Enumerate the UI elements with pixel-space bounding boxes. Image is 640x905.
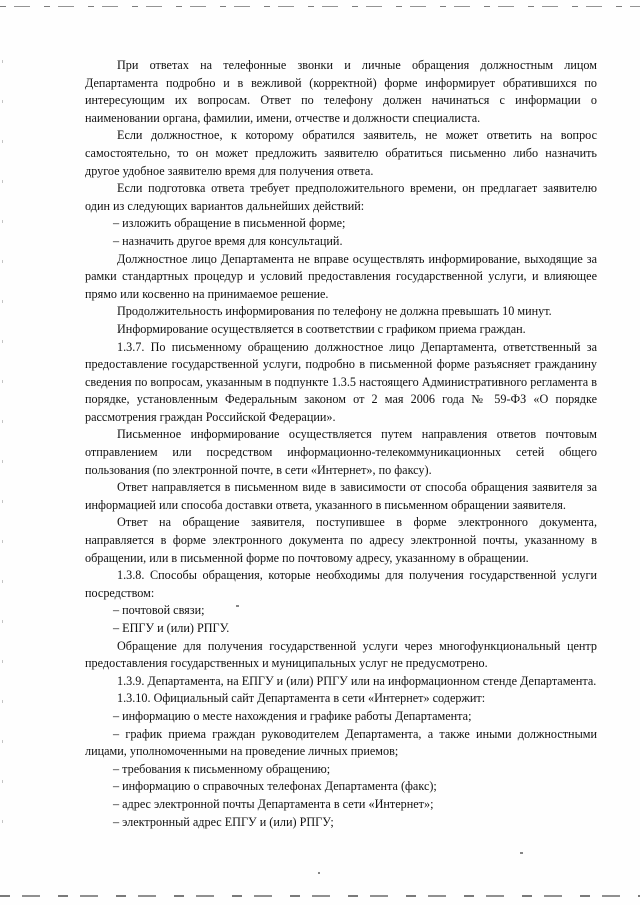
scan-speck <box>318 872 320 874</box>
list-item: – назначить другое время для консультаций. <box>113 233 343 248</box>
paragraph: Письменное информирование осуществляется путем направления ответов почтовым отправлением или посредством информационно-телекоммуникационных сетей общего пользования (по электронной почте, в сети «Интернет», по факсу). <box>85 427 597 477</box>
scan-edge-left <box>2 60 3 840</box>
paragraph: 1.3.8. Способы обращения, которые необходимы для получения государственной услуги посредством: <box>85 568 597 600</box>
paragraph: Информирование осуществляется в соответствии с графиком приема граждан. <box>117 321 526 336</box>
scan-speck <box>520 852 523 854</box>
paragraph: 1.3.9. Департамента, на ЕПГУ и (или) РПГУ или на информационном стенде Департамента. <box>117 673 597 688</box>
list-item: – информацию о месте нахождения и графике работы Департамента; <box>113 708 472 723</box>
paragraph: Если должностное, к которому обратился заявитель, не может ответить на вопрос самостоятельно, то он может предложить заявителю обратиться письменно либо назначить другое удобное заявителю время для получения ответа. <box>85 128 597 178</box>
list-item: – почтовой связи; <box>113 603 205 618</box>
paragraph: 1.3.7. По письменному обращению должностное лицо Департамента, ответственный за предоставление государственной услуги, подробно в письменной форме разъясняет гражданину сведения по вопросам, указанным в подпункте 1.3.5 настоящего Административного регламента в порядке, установленным Федеральным законом от 2 мая 2006 года № 59-ФЗ «О порядке рассмотрения граждан Российской Федерации». <box>85 339 597 424</box>
paragraph: Ответ направляется в письменном виде в зависимости от способа обращения заявителя за информацией или способа доставки ответа, указанного в письменном обращении заявителя. <box>85 480 597 512</box>
list-item: – адрес электронной почты Департамента в сети «Интернет»; <box>113 796 434 811</box>
document-body <box>85 57 597 831</box>
list-item: – ЕПГУ и (или) РПГУ. <box>113 621 230 635</box>
list-item: – электронный адрес ЕПГУ и (или) РПГУ; <box>113 814 334 829</box>
list-item: – требования к письменному обращению; <box>113 761 331 776</box>
paragraph: Продолжительность информирования по телефону не должна превышать 10 минут. <box>117 304 552 319</box>
paragraph: При ответах на телефонные звонки и личные обращения должностным лицом Департамента подробно и в вежливой (корректной) форме информирует обратившихся по интересующим их вопросам. Ответ по телефону должен начинаться с информации о наименовании органа, фамилии, имени, отчестве и должности специалиста. <box>85 58 597 125</box>
paragraph: 1.3.10. Официальный сайт Департамента в сети «Интернет» содержит: <box>117 691 486 706</box>
list-item: – информацию о справочных телефонах Департамента (факс); <box>113 779 437 794</box>
scan-edge-top <box>0 6 640 7</box>
paragraph: Обращение для получения государственной услуги через многофункциональный центр предоставления государственных и муниципальных услуг не предусмотрено. <box>85 638 597 671</box>
paragraph: Должностное лицо Департамента не вправе осуществлять информирование, выходящие за рамки стандартных процедур и условий предоставления государственной услуги, и влияющее прямо или косвенно на принимаемое решение. <box>85 251 597 301</box>
paragraph: Если подготовка ответа требует предположительного времени, он предлагает заявителю один из следующих вариантов дальнейших действий: <box>85 181 597 213</box>
scan-edge-bottom <box>0 895 640 897</box>
paragraph: Ответ на обращение заявителя, поступившее в форме электронного документа, направляется в форме электронного документа по адресу электронной почты, указанному в обращении, или в письменной форме по почтовому адресу, указанному в обращении. <box>85 515 597 565</box>
list-item: – изложить обращение в письменной форме; <box>113 216 346 231</box>
list-item: – график приема граждан руководителем Департамента, а также иными должностными лицами, уполномоченными на проведение личных приемов; <box>85 726 597 759</box>
